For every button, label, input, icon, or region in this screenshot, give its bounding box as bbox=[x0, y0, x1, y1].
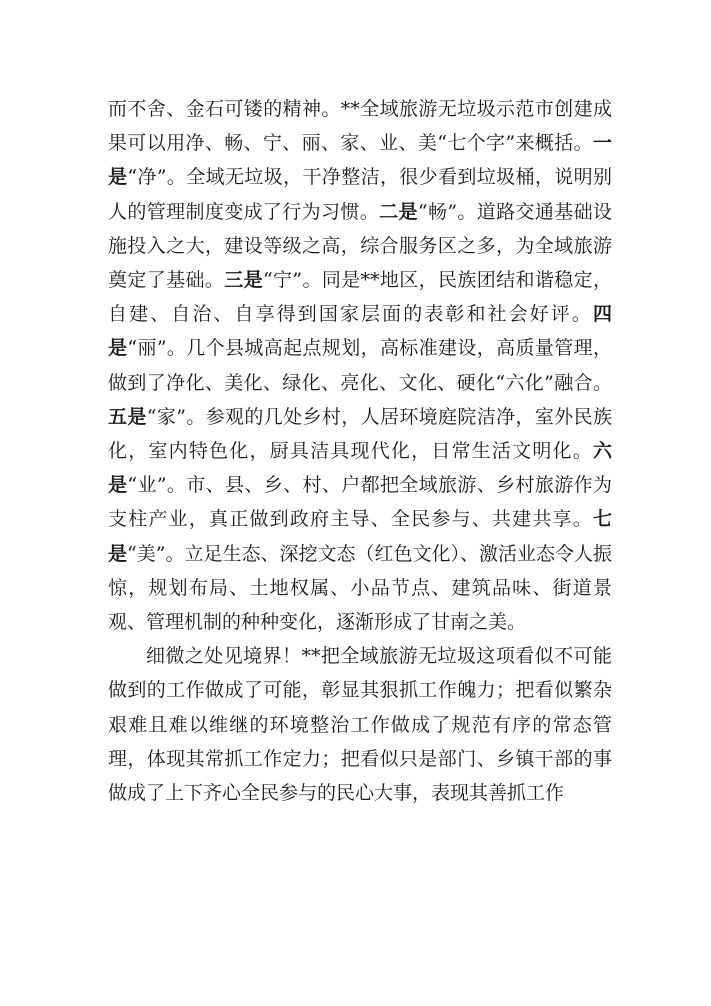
paragraph-text: “净”。全域无垃圾，干净整洁，很少看到垃圾桶，说明别人的管理制度变成了行为习惯。 bbox=[108, 166, 612, 223]
paragraph-text: “美”。立足生态、深挖文态（红色文化）、激活业态令人振惊，规划布局、土地权属、小品节点、建筑品味、街道景观、管理机制的种种变化，逐渐形成了甘南之美。 bbox=[108, 542, 612, 634]
paragraph-details bbox=[108, 639, 612, 810]
bold-ordinal-7: 七是 bbox=[108, 508, 612, 565]
bold-ordinal-5: 五是 bbox=[108, 405, 147, 428]
paragraph-seven-characters bbox=[108, 92, 612, 639]
paragraph-text: “业”。市、县、乡、村、户都把全域旅游、乡村旅游作为支柱产业，真正做到政府主导、全民参与、共建共享。 bbox=[108, 474, 612, 531]
document-page bbox=[108, 92, 612, 810]
paragraph-text: “丽”。几个县城高起点规划，高标准建设，高质量管理，做到了净化、美化、绿化、亮化、文化、硬化“六化”融合。 bbox=[108, 337, 612, 394]
bold-ordinal-6: 六是 bbox=[108, 440, 612, 497]
paragraph-text: 细微之处见境界！**把全域旅游无垃圾这项看似不可能做到的工作做成了可能，彰显其狠抓工作魄力；把看似繁杂艰难且难以维继的环境整治工作做成了规范有序的常态管理，体现其常抓工作定力；把看似只是部门、乡镇干部的事做成了上下齐心全民参与的民心大事，表现其善抓工作 bbox=[108, 645, 612, 805]
paragraph-text: “畅”。道路交通基础设施投入之大，建设等级之高，综合服务区之多，为全域旅游奠定了基础。 bbox=[108, 200, 612, 292]
paragraph-text: “家”。参观的几处乡村，人居环境庭院洁净，室外民族化，室内特色化，厨具洁具现代化，日常生活文明化。 bbox=[108, 405, 612, 463]
bold-ordinal-2: 二是 bbox=[379, 200, 418, 223]
bold-ordinal-3: 三是 bbox=[224, 269, 263, 292]
bold-ordinal-1: 一是 bbox=[108, 132, 612, 189]
bold-ordinal-4: 四是 bbox=[108, 303, 612, 360]
paragraph-text: “宁”。同是**地区，民族团结和谐稳定，自建、自治、自享得到国家层面的表彰和社会好评。 bbox=[108, 269, 612, 326]
paragraph-text: 而不舍、金石可镂的精神。**全域旅游无垃圾示范市创建成果可以用净、畅、宁、丽、家、业、美“七个字”来概括。 bbox=[108, 98, 612, 155]
